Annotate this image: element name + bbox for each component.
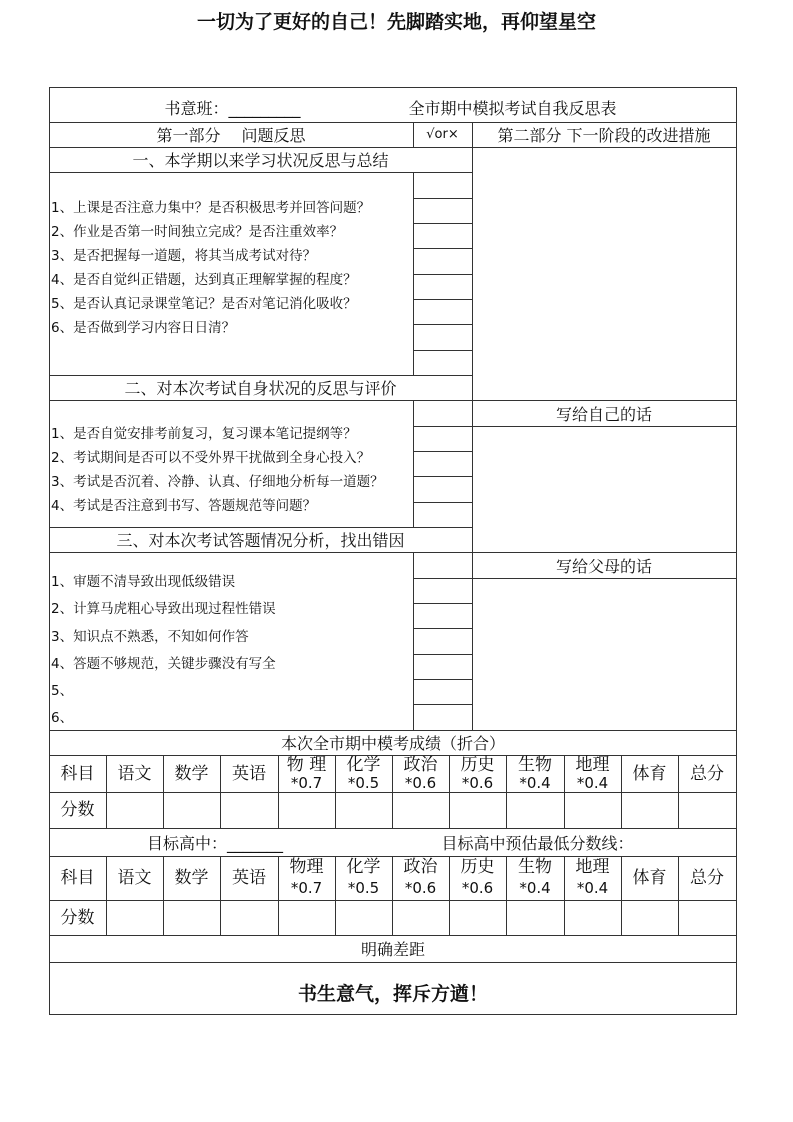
- section1-question-2: 2、作业是否第一时间独立完成？是否注重效率？: [51, 224, 344, 240]
- score-col-geography: 地理 *0.4: [575, 754, 610, 792]
- check-cell[interactable]: [414, 503, 472, 527]
- score-col-biology: 生物 *0.4: [518, 754, 552, 792]
- section1-question-6: 6、是否做到学习内容日日清？: [51, 320, 236, 336]
- target-input-math[interactable]: [164, 901, 220, 935]
- score-section-title: 本次全市期中模考成绩（折合）: [280, 734, 505, 753]
- check-cell[interactable]: [414, 629, 472, 653]
- check-cell[interactable]: [414, 351, 472, 375]
- score-input-math[interactable]: [164, 793, 220, 828]
- motto: 书生意气，挥斥方遒！: [297, 982, 488, 1005]
- section1-question-3: 3、是否把握每一道题，将其当成考试对待？: [51, 248, 317, 264]
- target-input-pe[interactable]: [622, 901, 678, 935]
- page-title: 一切为了更好的自己！先脚踏实地，再仰望星空: [196, 10, 596, 33]
- target-col-subject: 科目: [60, 868, 95, 888]
- target-col-chinese: 语文: [117, 868, 152, 888]
- gap-label: 明确差距: [360, 940, 425, 959]
- section2-title: 二、对本次考试自身状况的反思与评价: [124, 379, 397, 398]
- form-title: 全市期中模拟考试自我反思表: [408, 98, 617, 118]
- target-input-total[interactable]: [679, 901, 736, 935]
- check-cell[interactable]: [414, 579, 472, 603]
- target-col-geography: 地理 *0.4: [575, 857, 610, 897]
- divider: [413, 122, 414, 147]
- section2-question-4: 4、考试是否注意到书写、答题规范等问题？: [51, 498, 317, 514]
- section2-question-1: 1、是否自觉安排考前复习，复习课本笔记提纲等？: [51, 426, 357, 442]
- target-input-physics[interactable]: [279, 901, 335, 935]
- section2-question-3: 3、考试是否沉着、冷静、认真、仔细地分析每一道题？: [51, 474, 384, 490]
- check-cell[interactable]: [414, 553, 472, 577]
- target-row-label: 分数: [60, 907, 95, 928]
- target-input-english[interactable]: [221, 901, 278, 935]
- score-input-biology[interactable]: [507, 793, 564, 828]
- note-to-self-label: 写给自己的话: [555, 404, 652, 424]
- score-input-total[interactable]: [679, 793, 736, 828]
- check-cell[interactable]: [414, 427, 472, 451]
- section3-item-4: 4、答题不够规范，关键步骤没有写全: [51, 656, 276, 672]
- part1-header: 第一部分 问题反思: [156, 126, 306, 145]
- note-to-parents-area[interactable]: [473, 579, 736, 730]
- score-col-chemistry: 化学 *0.5: [346, 754, 381, 792]
- target-col-pe: 体育: [632, 868, 667, 888]
- section3-item-3: 3、知识点不熟悉，不知如何作答: [51, 629, 249, 645]
- check-cell[interactable]: [414, 680, 472, 704]
- check-cell[interactable]: [414, 300, 472, 324]
- note-to-self-area[interactable]: [473, 427, 736, 552]
- target-col-math: 数学: [174, 868, 209, 888]
- target-input-chinese[interactable]: [107, 901, 163, 935]
- target-col-english: 英语: [232, 868, 266, 888]
- section3-item-1: 1、审题不清导致出现低级错误: [51, 574, 236, 590]
- target-min-score-label: 目标高中预估最低分数线：: [441, 834, 634, 853]
- score-col-total: 总分: [690, 763, 724, 784]
- target-school-field[interactable]: 目标高中：_______: [146, 834, 283, 853]
- score-col-history: 历史 *0.6: [460, 754, 495, 792]
- class-field[interactable]: 书意班：_________: [164, 98, 301, 118]
- check-cell[interactable]: [414, 275, 472, 299]
- section3-item-6: 6、: [51, 710, 74, 726]
- target-col-physics: 物理 *0.7: [289, 857, 324, 897]
- target-input-politics[interactable]: [393, 901, 449, 935]
- score-col-english: 英语: [232, 763, 266, 784]
- section3-title: 三、对本次考试答题情况分析，找出错因: [116, 531, 405, 550]
- score-col-politics: 政治 *0.6: [403, 754, 438, 792]
- check-cell[interactable]: [414, 655, 472, 679]
- score-col-pe: 体育: [632, 763, 667, 784]
- check-cell[interactable]: [414, 705, 472, 729]
- score-input-chemistry[interactable]: [336, 793, 392, 828]
- target-col-chemistry: 化学 *0.5: [346, 857, 381, 897]
- score-col-chinese: 语文: [117, 763, 152, 784]
- score-col-math: 数学: [174, 763, 209, 784]
- divider: [49, 172, 472, 173]
- check-cell[interactable]: [414, 452, 472, 476]
- check-cell[interactable]: [414, 325, 472, 349]
- check-column-header: √or×: [426, 127, 459, 142]
- check-cell[interactable]: [414, 173, 472, 197]
- check-cell[interactable]: [414, 604, 472, 628]
- score-row-label: 分数: [60, 800, 95, 820]
- target-input-history[interactable]: [450, 901, 506, 935]
- improvement-measures-area[interactable]: [473, 148, 736, 400]
- score-input-pe[interactable]: [622, 793, 678, 828]
- target-col-biology: 生物 *0.4: [518, 857, 552, 897]
- target-col-total: 总分: [690, 868, 724, 888]
- note-to-parents-label: 写给父母的话: [555, 556, 652, 576]
- target-input-geography[interactable]: [565, 901, 621, 935]
- section2-question-2: 2、考试期间是否可以不受外界干扰做到全身心投入？: [51, 450, 371, 466]
- target-col-history: 历史 *0.6: [460, 857, 495, 897]
- section3-item-5: 5、: [51, 683, 74, 699]
- score-input-english[interactable]: [221, 793, 278, 828]
- section1-title: 一、本学期以来学习状况反思与总结: [132, 151, 389, 170]
- score-input-politics[interactable]: [393, 793, 449, 828]
- check-cell[interactable]: [414, 224, 472, 248]
- target-col-politics: 政治 *0.6: [403, 857, 438, 897]
- score-input-geography[interactable]: [565, 793, 621, 828]
- section1-question-1: 1、上课是否注意力集中？是否积极思考并回答问题？: [51, 200, 371, 216]
- check-cell[interactable]: [414, 199, 472, 223]
- target-input-chemistry[interactable]: [336, 901, 392, 935]
- check-cell[interactable]: [414, 401, 472, 425]
- score-input-physics[interactable]: [279, 793, 335, 828]
- target-input-biology[interactable]: [507, 901, 564, 935]
- score-input-history[interactable]: [450, 793, 506, 828]
- score-col-physics: 物 理 *0.7: [286, 754, 327, 792]
- section3-item-2: 2、计算马虎粗心导致出现过程性错误: [51, 601, 276, 617]
- score-col-subject: 科目: [60, 763, 95, 784]
- score-input-chinese[interactable]: [107, 793, 163, 828]
- check-cell[interactable]: [414, 249, 472, 273]
- section1-question-5: 5、是否认真记录课堂笔记？是否对笔记消化吸收？: [51, 296, 357, 312]
- section1-question-4: 4、是否自觉纠正错题，达到真正理解掌握的程度？: [51, 272, 357, 288]
- check-cell[interactable]: [414, 477, 472, 501]
- part2-header: 第二部分 下一阶段的改进措施: [497, 126, 711, 145]
